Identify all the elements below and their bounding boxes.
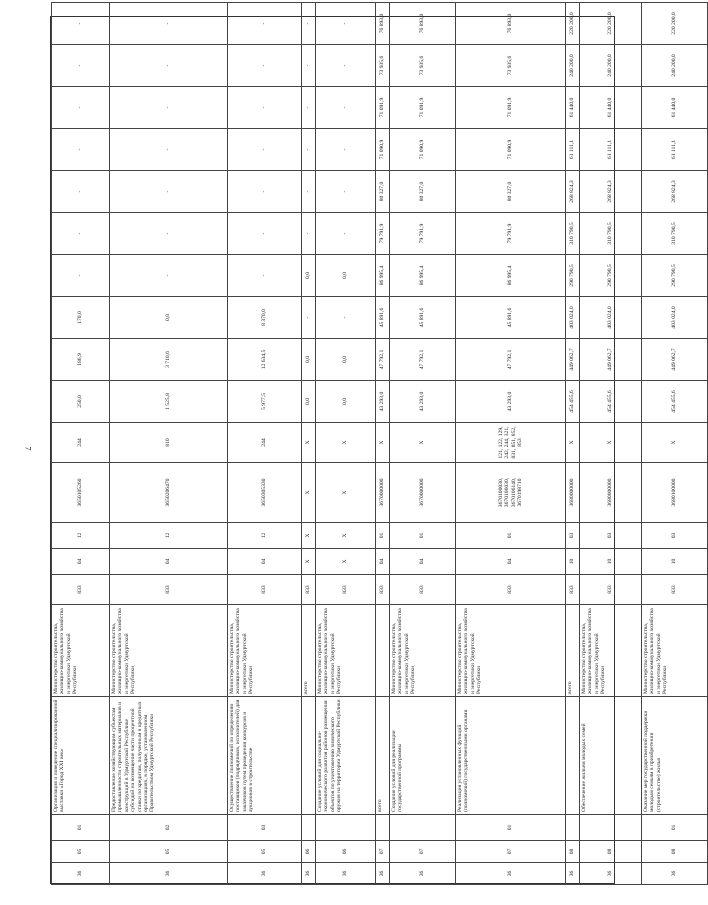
table-cell: всего <box>376 697 390 815</box>
table-cell: - <box>228 45 302 87</box>
table-cell: 0,0 <box>302 339 316 381</box>
table-cell: 45 891,6 <box>390 297 456 339</box>
table-cell: Оказание мер государственной поддержки молодым семьям в приобретении (строительстве) жилья <box>642 697 708 815</box>
table-cell: 244 <box>52 423 110 463</box>
table-cell: Предоставление хозяйствующим субъектам промышленности строительных материалов и конструкций в Удмуртской Республике субсидий на возмещение части процентной ставки по кредитам, полученным в кредитных организациях, в порядке, установленном Правительством Удмуртской Республики <box>110 697 228 815</box>
table-cell: - <box>316 171 376 213</box>
table-cell: Министерство строительства, жилищно-коммунального хозяйства и энергетики Удмуртской Республики <box>228 605 302 697</box>
table-cell: 71 090,9 <box>390 129 456 171</box>
table-cell: 79 791,9 <box>390 213 456 255</box>
table-cell: 36 <box>566 863 580 885</box>
table-row <box>316 3 376 885</box>
table-cell: - <box>228 255 302 297</box>
table-cell: - <box>228 87 302 129</box>
table-cell: 86 995,4 <box>390 255 456 297</box>
table-cell: 36 <box>302 863 316 885</box>
table-cell: 07 <box>456 841 566 863</box>
table-cell: 04 <box>376 549 390 575</box>
table-cell: 290 790,5 <box>566 255 580 297</box>
table-cell: 240 200,0 <box>580 45 642 87</box>
table-cell: 43 293,0 <box>376 381 390 423</box>
table-cell: 0,0 <box>302 381 316 423</box>
table-cell: 80 327,0 <box>390 171 456 213</box>
table-cell: - <box>52 255 110 297</box>
table-cell: 03 <box>642 523 708 549</box>
table-cell <box>376 815 390 841</box>
table-cell: X <box>316 549 376 575</box>
table-cell: 86 995,4 <box>456 255 566 297</box>
table-cell: 76 893,0 <box>456 3 566 45</box>
table-cell: - <box>302 297 316 339</box>
table-cell: 05 <box>228 841 302 863</box>
table-cell: 73 935,6 <box>376 45 390 87</box>
table-cell: - <box>316 87 376 129</box>
table-cell: 12 <box>52 523 110 549</box>
table-cell: 73 935,6 <box>456 45 566 87</box>
table-cell: 06 <box>316 841 376 863</box>
table-cell: 61 440,0 <box>642 87 708 129</box>
table-cell: - <box>316 129 376 171</box>
table-row <box>110 3 228 885</box>
table-cell: 36 <box>390 863 456 885</box>
table-cell: 310 790,5 <box>580 213 642 255</box>
table-cell: 833 <box>316 575 376 605</box>
table-cell: 454 455,6 <box>580 381 642 423</box>
table-cell: 61 111,1 <box>642 129 708 171</box>
table-cell: 3670100030, 3670106030, 3670106140, 3670198710 <box>456 463 566 523</box>
table-cell: - <box>302 87 316 129</box>
table-cell: 3650305330 <box>228 463 302 523</box>
table-cell: 86 995,4 <box>376 255 390 297</box>
table-cell: 04 <box>456 549 566 575</box>
table-cell: - <box>52 129 110 171</box>
table-cell: Организация и поведение специализированной выставки «Город XXI век» <box>52 697 110 815</box>
rotated-table-container <box>51 12 678 885</box>
table-row <box>642 3 708 885</box>
table-cell: 121, 122, 129, 242, 244, 321, 831, 851, 852, 853 <box>456 423 566 463</box>
table-cell: X <box>390 423 456 463</box>
table-cell: - <box>302 45 316 87</box>
table-cell: 61 111,1 <box>580 129 642 171</box>
table-cell: 12 634,5 <box>228 339 302 381</box>
table-cell: 47 792,1 <box>376 339 390 381</box>
table-cell: 01 <box>52 815 110 841</box>
table-cell: 71 091,9 <box>376 87 390 129</box>
table-cell: 833 <box>390 575 456 605</box>
table-cell: 833 <box>456 575 566 605</box>
table-cell: 04 <box>228 549 302 575</box>
table-row <box>456 3 566 885</box>
table-cell: X <box>566 423 580 463</box>
table-cell: - <box>316 297 376 339</box>
table-cell: 0,0 <box>302 255 316 297</box>
table-cell: 06 <box>302 841 316 863</box>
table-cell: Министерство строительства, жилищно-коммунального хозяйства и энергетики Удмуртской Республики <box>52 605 110 697</box>
table-cell: - <box>110 3 228 45</box>
table-cell: 08 <box>580 841 642 863</box>
table-cell: - <box>52 171 110 213</box>
table-cell: - <box>302 3 316 45</box>
table-cell: 5 977,5 <box>228 381 302 423</box>
table-cell: 02 <box>110 815 228 841</box>
table-cell: 61 111,1 <box>566 129 580 171</box>
table-cell: 76 893,0 <box>390 3 456 45</box>
table-cell: 43 293,0 <box>390 381 456 423</box>
table-cell: 310 790,5 <box>642 213 708 255</box>
table-cell: 454 455,6 <box>642 381 708 423</box>
table-cell: 43 293,0 <box>456 381 566 423</box>
table-cell: 449 062,7 <box>642 339 708 381</box>
table-cell <box>580 815 642 841</box>
table-cell: 810 <box>110 423 228 463</box>
table-cell: - <box>110 87 228 129</box>
table-cell: 76 893,0 <box>376 3 390 45</box>
table-cell: 170,0 <box>52 297 110 339</box>
table-cell: 03 <box>580 523 642 549</box>
table-cell: 3 710,6 <box>110 339 228 381</box>
table-cell: - <box>302 129 316 171</box>
table-cell: 36 <box>642 863 708 885</box>
table-cell: 833 <box>110 575 228 605</box>
table-cell: 3670000000 <box>376 463 390 523</box>
table-cell <box>302 815 316 841</box>
table-cell: 403 024,0 <box>642 297 708 339</box>
table-cell: 03 <box>228 815 302 841</box>
table-cell: 0,0 <box>316 339 376 381</box>
table-cell: 0,0 <box>316 255 376 297</box>
table-cell: X <box>302 549 316 575</box>
table-cell: - <box>228 171 302 213</box>
table-cell <box>316 815 376 841</box>
table-cell: 268 824,3 <box>642 171 708 213</box>
table-cell: Создание условий для реализации государственной программы <box>390 697 456 815</box>
table-cell: 244 <box>228 423 302 463</box>
table-cell: 80 327,0 <box>376 171 390 213</box>
table-cell: X <box>302 463 316 523</box>
table-cell: 220 200,0 <box>580 3 642 45</box>
table-cell: Создание условий для социально-экономического развития районов размещения объектов по уничтожению химического оружия на территории Удмуртской Республики <box>316 697 376 815</box>
table-cell: X <box>316 523 376 549</box>
table-cell: 08 <box>642 841 708 863</box>
table-cell: Министерство строительства, жилищно-коммунального хозяйства и энергетики Удмуртской Республики <box>110 605 228 697</box>
table-cell: - <box>110 213 228 255</box>
table-cell: 8 370,0 <box>228 297 302 339</box>
table-cell: 47 792,1 <box>456 339 566 381</box>
table-cell: - <box>110 129 228 171</box>
table-cell: 45 891,6 <box>456 297 566 339</box>
table-cell: 01 <box>642 815 708 841</box>
table-cell: 05 <box>52 841 110 863</box>
table-cell: 3680000000 <box>566 463 580 523</box>
table-cell: 310 790,5 <box>566 213 580 255</box>
table-cell: 220 200,0 <box>566 3 580 45</box>
table-cell: Реализация установленных функций (полномочий) государственными органами <box>456 697 566 815</box>
table-cell: X <box>376 423 390 463</box>
table-cell: 268 824,3 <box>580 171 642 213</box>
table-cell: 3680100000 <box>642 463 708 523</box>
table-cell: Осуществление полномочий по определению поставщиков (подрядчиков, исполнителей) для заказчиков путем проведения конкурсов и аукционов в строительстве <box>228 697 302 815</box>
table-row <box>228 3 302 885</box>
table-cell: 01 <box>390 523 456 549</box>
table-cell: 3670000000 <box>390 463 456 523</box>
table-cell: 04 <box>52 549 110 575</box>
table-cell: - <box>52 3 110 45</box>
table-cell: - <box>228 129 302 171</box>
table-cell: 71 090,9 <box>376 129 390 171</box>
table-cell: 01 <box>456 523 566 549</box>
table-cell: 04 <box>390 549 456 575</box>
table-cell: 71 091,9 <box>390 87 456 129</box>
budget-table <box>51 2 708 885</box>
table-cell: 3650206470 <box>110 463 228 523</box>
table-row <box>52 3 110 885</box>
table-cell: 454 455,6 <box>566 381 580 423</box>
table-cell: X <box>316 423 376 463</box>
table-cell: 1 525,8 <box>110 381 228 423</box>
table-cell: 36 <box>580 863 642 885</box>
table-cell: 36 <box>52 863 110 885</box>
table-cell: 449 062,7 <box>580 339 642 381</box>
table-cell: 0,0 <box>316 381 376 423</box>
table-cell: Министерство строительства, жилищно-коммунального хозяйства и энергетики Удмуртской Республики <box>580 605 642 697</box>
table-row <box>566 3 580 885</box>
table-cell: X <box>580 423 642 463</box>
table-cell: 449 062,7 <box>566 339 580 381</box>
table-cell: всего <box>302 605 316 697</box>
table-cell: 833 <box>376 575 390 605</box>
table-cell: 240 200,0 <box>566 45 580 87</box>
table-cell: 07 <box>376 841 390 863</box>
table-row <box>376 3 390 885</box>
table-cell: 268 824,3 <box>566 171 580 213</box>
table-cell: 10 <box>580 549 642 575</box>
table-cell: 07 <box>390 841 456 863</box>
table-cell: 03 <box>566 523 580 549</box>
table-cell: 36 <box>316 863 376 885</box>
table-cell: 36 <box>228 863 302 885</box>
table-cell: 12 <box>110 523 228 549</box>
table-cell: всего <box>566 605 580 697</box>
table-cell: - <box>52 213 110 255</box>
table-row <box>302 3 316 885</box>
table-cell: 71 090,9 <box>456 129 566 171</box>
table-cell: 05 <box>110 841 228 863</box>
table-cell: 10 <box>642 549 708 575</box>
table-cell: 833 <box>52 575 110 605</box>
table-cell: 45 891,6 <box>376 297 390 339</box>
table-cell: 220 200,0 <box>642 3 708 45</box>
table-cell: X <box>642 423 708 463</box>
table-cell: 01 <box>456 815 566 841</box>
table-cell: 04 <box>110 549 228 575</box>
table-cell: 250,0 <box>52 381 110 423</box>
table-cell: 36 <box>456 863 566 885</box>
table-cell: 01 <box>376 523 390 549</box>
table-cell: 833 <box>302 575 316 605</box>
table-cell: Министерство строительства, жилищно-коммунального хозяйства и энергетики Удмуртской Республики <box>390 605 456 697</box>
table-cell: 80 327,0 <box>456 171 566 213</box>
table-row <box>580 3 642 885</box>
table-cell: - <box>302 171 316 213</box>
table-cell: 79 791,9 <box>376 213 390 255</box>
table-cell: - <box>316 45 376 87</box>
table-cell: - <box>228 3 302 45</box>
table-cell: 61 440,0 <box>580 87 642 129</box>
table-cell: 36 <box>376 863 390 885</box>
table-cell: 36 <box>110 863 228 885</box>
table-cell: 833 <box>566 575 580 605</box>
table-cell: 79 791,9 <box>456 213 566 255</box>
table-cell: X <box>302 523 316 549</box>
table-cell: 403 024,0 <box>566 297 580 339</box>
table-cell: 73 935,6 <box>390 45 456 87</box>
table-cell: X <box>316 463 376 523</box>
table-cell: 10 <box>566 549 580 575</box>
table-cell: 833 <box>580 575 642 605</box>
table-cell <box>390 815 456 841</box>
table-cell: 833 <box>228 575 302 605</box>
table-cell: - <box>110 171 228 213</box>
table-cell: 61 440,0 <box>566 87 580 129</box>
table-cell: - <box>302 213 316 255</box>
table-cell: - <box>110 255 228 297</box>
table-cell: 240 200,0 <box>642 45 708 87</box>
page-number: 7 <box>23 446 33 451</box>
table-row <box>390 3 456 885</box>
table-cell: Министерство строительства, жилищно-коммунального хозяйства и энергетики Удмуртской Республики <box>456 605 566 697</box>
table-cell: - <box>316 213 376 255</box>
budget-table-sheet <box>50 12 678 884</box>
table-cell: Министерство строительства, жилищно-коммунального хозяйства и энергетики Удмуртской Республики <box>642 605 708 697</box>
table-cell <box>566 815 580 841</box>
table-cell <box>566 697 580 815</box>
table-cell: 47 792,1 <box>390 339 456 381</box>
table-cell: 08 <box>566 841 580 863</box>
table-cell: Министерство строительства, жилищно-коммунального хозяйства и энергетики Удмуртской Республики <box>316 605 376 697</box>
table-cell: 290 790,5 <box>642 255 708 297</box>
table-cell: 3650105260 <box>52 463 110 523</box>
table-cell: Обеспечение жильем молодых семей <box>580 697 642 815</box>
table-cell: 12 <box>228 523 302 549</box>
table-cell: 833 <box>642 575 708 605</box>
table-cell <box>302 697 316 815</box>
budget-table-body <box>52 3 708 885</box>
table-cell: 290 790,5 <box>580 255 642 297</box>
table-cell: X <box>302 423 316 463</box>
table-cell: 3680000000 <box>580 463 642 523</box>
table-cell: - <box>228 213 302 255</box>
table-cell <box>376 605 390 697</box>
table-cell: - <box>52 87 110 129</box>
table-cell: 0,0 <box>110 297 228 339</box>
table-cell: 71 091,9 <box>456 87 566 129</box>
table-cell: - <box>52 45 110 87</box>
table-cell: - <box>316 3 376 45</box>
table-cell: 186,9 <box>52 339 110 381</box>
table-cell: - <box>110 45 228 87</box>
table-cell: 403 024,0 <box>580 297 642 339</box>
